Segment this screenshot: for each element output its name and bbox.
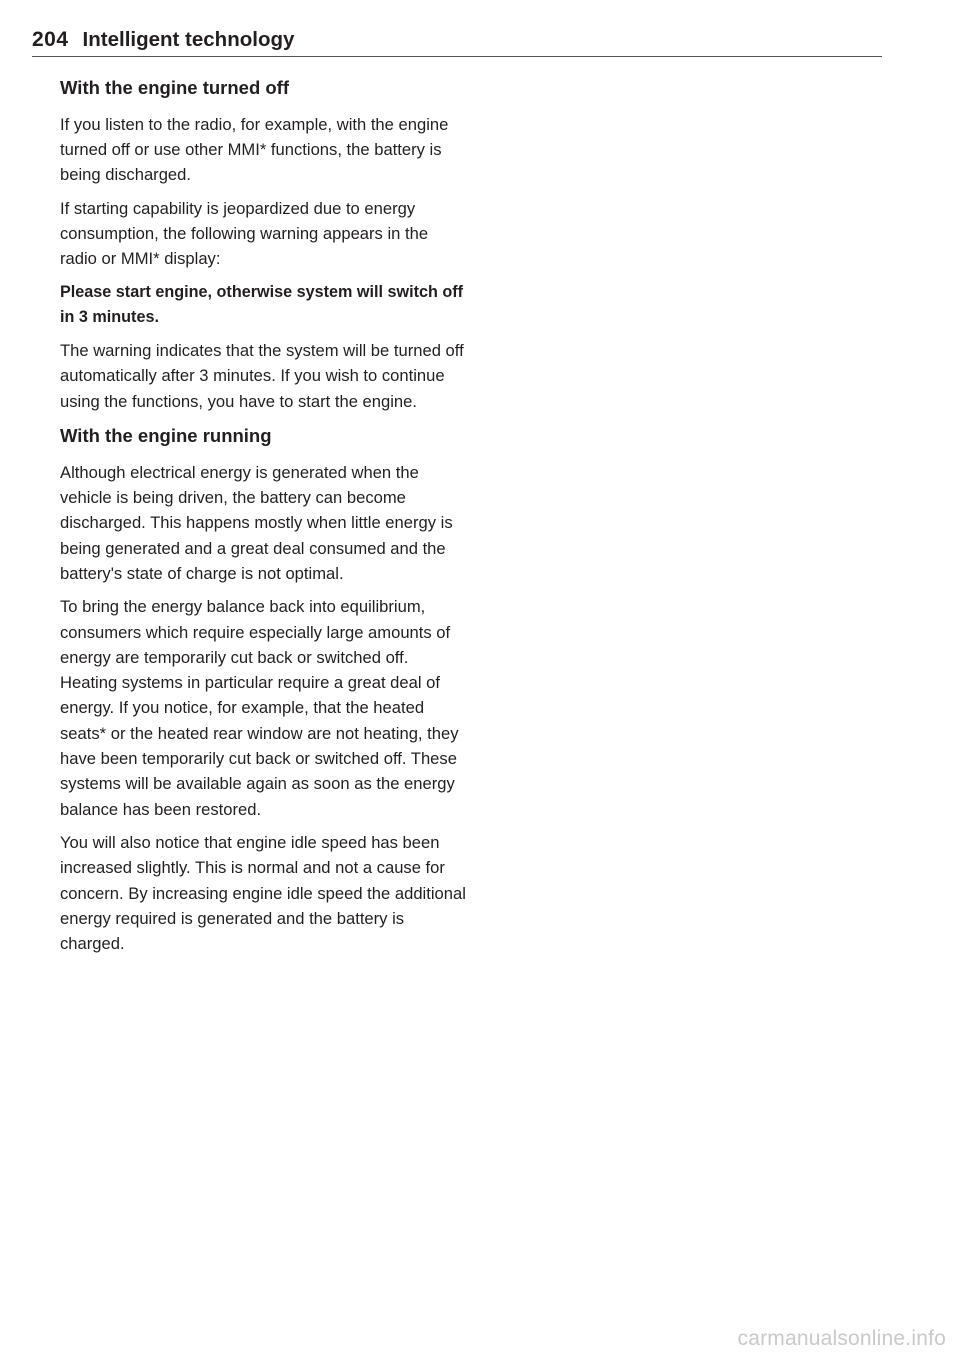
paragraph-engine-off-2: If starting capability is jeopardized due to energy consumption, the following warning appears in the radio or MMI* display: — [60, 198, 429, 269]
section-title: Intelligent technology — [82, 27, 295, 51]
watermark: carmanualsonline.info — [737, 1327, 946, 1350]
paragraph-engine-running-3: You will also notice that engine idle speed has been increased slightly. This is normal and not a cause for concern. By increasing engine idle speed the additional energy required is generated and the battery is charged. — [60, 832, 466, 954]
paragraph-engine-off-1: If you listen to the radio, for example, with the engine turned off or use other MMI* functions, the battery is being discharged. — [60, 114, 449, 185]
page-header — [32, 22, 882, 57]
warning-message: Please start engine, otherwise system will switch off in 3 minutes. — [60, 282, 464, 326]
paragraph-engine-running-2: To bring the energy balance back into equilibrium, consumers which require especially large amounts of energy are temporarily cut back or switched off. Heating systems in particular require a great deal of energy. If you notice, for example, that the heated seats* or the heated rear window are not heating, they have been temporarily cut back or switched off. These systems will be available again as soon as the energy balance has been restored. — [60, 597, 459, 819]
heading-engine-running: With the engine running — [60, 425, 272, 447]
heading-engine-off: With the engine turned off — [60, 77, 290, 98]
paragraph-engine-running-1: Although electrical energy is generated when the vehicle is being driven, the battery can become discharged. This happens mostly when little energy is being generated and a great deal consumed and the battery's state of charge is not optimal. — [60, 462, 453, 583]
paragraph-engine-off-3: The warning indicates that the system will be turned off automatically after 3 minutes. If you wish to continue using the functions, you have to start the engine. — [60, 341, 464, 411]
main-column — [60, 66, 468, 964]
page-number: 204 — [32, 28, 69, 51]
